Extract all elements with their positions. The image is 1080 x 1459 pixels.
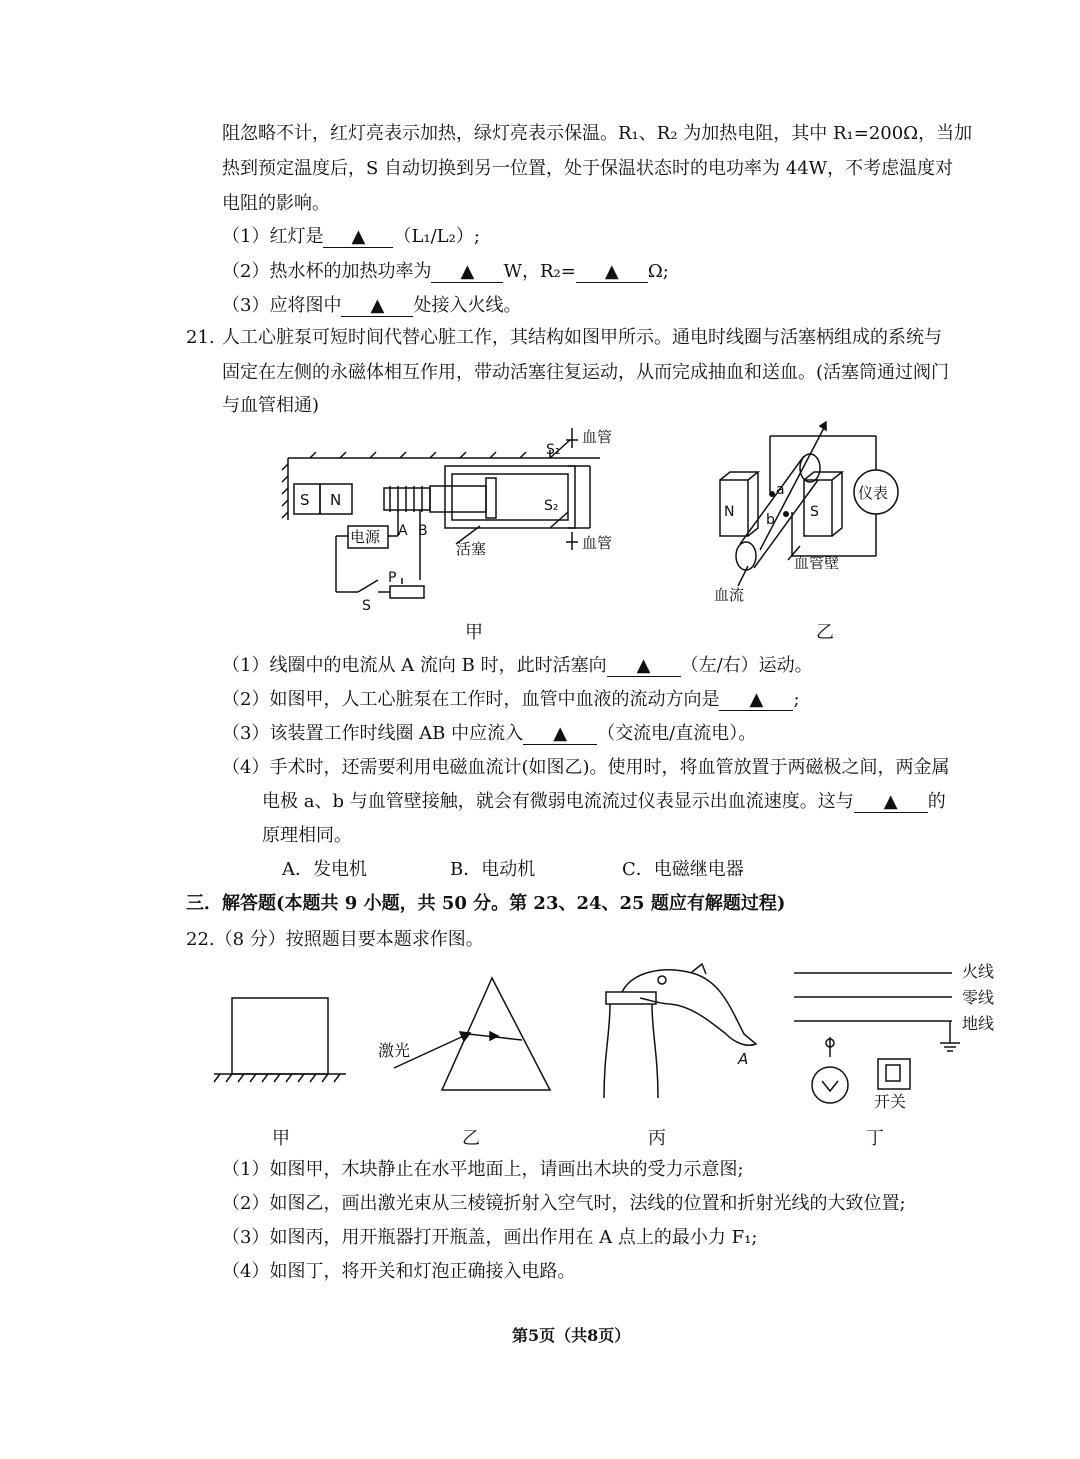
- q21-part1: [222, 654, 813, 678]
- blood-flow-label: 血流: [714, 586, 745, 604]
- q20-part3-post: 处接入火线。: [413, 295, 522, 316]
- q21-part4-pre: 电极 a、b 与血管壁接触，就会有微弱电流流过仪表显示出血流速度。这与: [262, 791, 854, 812]
- electrode-b-label: b: [766, 512, 775, 528]
- caption-jia: 甲: [465, 622, 483, 643]
- meter-label: 仪表: [858, 484, 889, 502]
- point-a-label: A: [738, 1050, 749, 1068]
- valve-s1-label: S₁: [546, 442, 561, 458]
- q21-part2: [222, 688, 800, 712]
- power-label: 电源: [350, 528, 381, 546]
- page-footer: 第5页（共8页）: [512, 1326, 631, 1345]
- q21-part4-post: 的: [927, 791, 946, 812]
- coil-a-label: A: [398, 523, 408, 539]
- q22-header: 22.（8 分）按照题目要本题求作图。: [186, 929, 484, 950]
- caption-ding-22: 丁: [866, 1128, 884, 1149]
- household-circuit-figure: [790, 955, 1010, 1120]
- q22-item: （4）如图丁，将开关和灯泡正确接入电路。: [222, 1261, 576, 1282]
- option-b[interactable]: B．电动机: [450, 859, 536, 880]
- caption-yi-22: 乙: [462, 1128, 480, 1149]
- answer-blank[interactable]: ▲: [341, 296, 413, 317]
- neutral-wire-label: 零线: [962, 988, 995, 1007]
- q20-part2-pre: （2）热水杯的加热功率为: [222, 261, 432, 282]
- electrode-a-label: a: [776, 482, 785, 498]
- q21-part4-line2: [262, 790, 946, 814]
- q21-part4-line1: （4）手术时，还需要利用电磁血流计(如图乙)。使用时，将血管放置于两磁极之间，两金属: [222, 757, 950, 778]
- q20-part1-post: （L₁/L₂）;: [393, 226, 480, 247]
- valve-s2-label: S₂: [544, 498, 559, 514]
- switch-s-label: S: [362, 598, 371, 614]
- prism-figure: [372, 972, 562, 1102]
- q20-part1-pre: （1）红灯是: [222, 226, 324, 247]
- option-a[interactable]: A．发电机: [282, 859, 367, 880]
- q20-part2-post: Ω;: [647, 261, 669, 282]
- caption-yi: 乙: [816, 622, 834, 643]
- option-c[interactable]: C．电磁继电器: [622, 859, 744, 880]
- text-line: 热到预定温度后，S 自动切换到另一位置，处于保温状态时的电功率为 44W，不考虑温度对: [222, 158, 954, 179]
- pole-n-label: N: [724, 504, 735, 520]
- vessel-bottom-label: 血管: [582, 534, 613, 552]
- flowmeter-figure: [700, 420, 910, 610]
- text-line: 电阻的影响。: [222, 193, 330, 214]
- q20-part3: [222, 294, 521, 318]
- q21-part4-line3: 原理相同。: [262, 825, 352, 846]
- answer-blank[interactable]: ▲: [854, 792, 928, 813]
- q21-text-line: 人工心脏泵可短时间代替心脏工作，其结构如图甲所示。通电时线圈与活塞柄组成的系统与: [222, 327, 942, 348]
- answer-blank[interactable]: ▲: [719, 690, 793, 711]
- bottle-opener-figure: [592, 962, 762, 1102]
- answer-blank[interactable]: ▲: [576, 262, 648, 283]
- q21-text-line: 与血管相通): [222, 395, 320, 416]
- answer-blank[interactable]: ▲: [523, 724, 597, 745]
- q21-number: 21.: [186, 327, 215, 348]
- coil-b-label: B: [418, 523, 428, 539]
- vessel-top-label: 血管: [582, 428, 613, 446]
- q20-part3-pre: （3）应将图中: [222, 295, 342, 316]
- q21-part1-pre: （1）线圈中的电流从 A 流向 B 时，此时活塞向: [222, 655, 607, 676]
- text-line: 阻忽略不计，红灯亮表示加热，绿灯亮表示保温。R₁、R₂ 为加热电阻，其中 R₁=200Ω，当加: [222, 123, 973, 144]
- magnet-n-label: N: [330, 491, 342, 509]
- section-heading: 三．解答题(本题共 9 小题，共 50 分。第 23、24、25 题应有解题过程): [186, 893, 786, 914]
- vessel-wall-label: 血管壁: [794, 554, 840, 572]
- q20-part2: [222, 260, 669, 284]
- caption-jia-22: 甲: [272, 1128, 290, 1149]
- q22-item: （2）如图乙，画出激光束从三棱镜折射入空气时，法线的位置和折射光线的大致位置;: [222, 1193, 906, 1214]
- q21-part1-post: （左/右）运动。: [680, 655, 813, 676]
- q21-part3-pre: （3）该装置工作时线圈 AB 中应流入: [222, 723, 524, 744]
- piston-label: 活塞: [456, 540, 487, 558]
- caption-bing-22: 丙: [648, 1128, 666, 1149]
- laser-label: 激光: [378, 1041, 411, 1060]
- q20-part1: [222, 225, 480, 249]
- q22-item: （1）如图甲，木块静止在水平地面上，请画出木块的受力示意图;: [222, 1159, 744, 1180]
- ground-wire-label: 地线: [962, 1014, 995, 1033]
- q21-part2-post: ;: [793, 689, 800, 710]
- pole-s-label: S: [810, 504, 819, 520]
- q21-part3: [222, 722, 756, 746]
- live-wire-label: 火线: [962, 962, 995, 981]
- switch-label: 开关: [874, 1092, 907, 1111]
- answer-blank[interactable]: ▲: [323, 227, 393, 248]
- q21-text-line: 固定在左侧的永磁体相互作用，带动活塞往复运动，从而完成抽血和送血。(活塞筒通过阀门: [222, 362, 950, 383]
- heart-pump-figure: [280, 420, 620, 620]
- q21-part2-pre: （2）如图甲，人工心脏泵在工作时，血管中血液的流动方向是: [222, 689, 720, 710]
- magnet-s-label: S: [300, 491, 310, 509]
- q21-part3-post: （交流电/直流电）。: [597, 723, 757, 744]
- q22-item: （3）如图丙，用开瓶器打开瓶盖，画出作用在 A 点上的最小力 F₁;: [222, 1227, 758, 1248]
- answer-blank[interactable]: ▲: [431, 262, 503, 283]
- slider-p-label: P: [388, 570, 397, 586]
- answer-blank[interactable]: ▲: [607, 656, 681, 677]
- block-figure: [210, 990, 350, 1090]
- q20-part2-mid: W，R₂=: [503, 261, 576, 282]
